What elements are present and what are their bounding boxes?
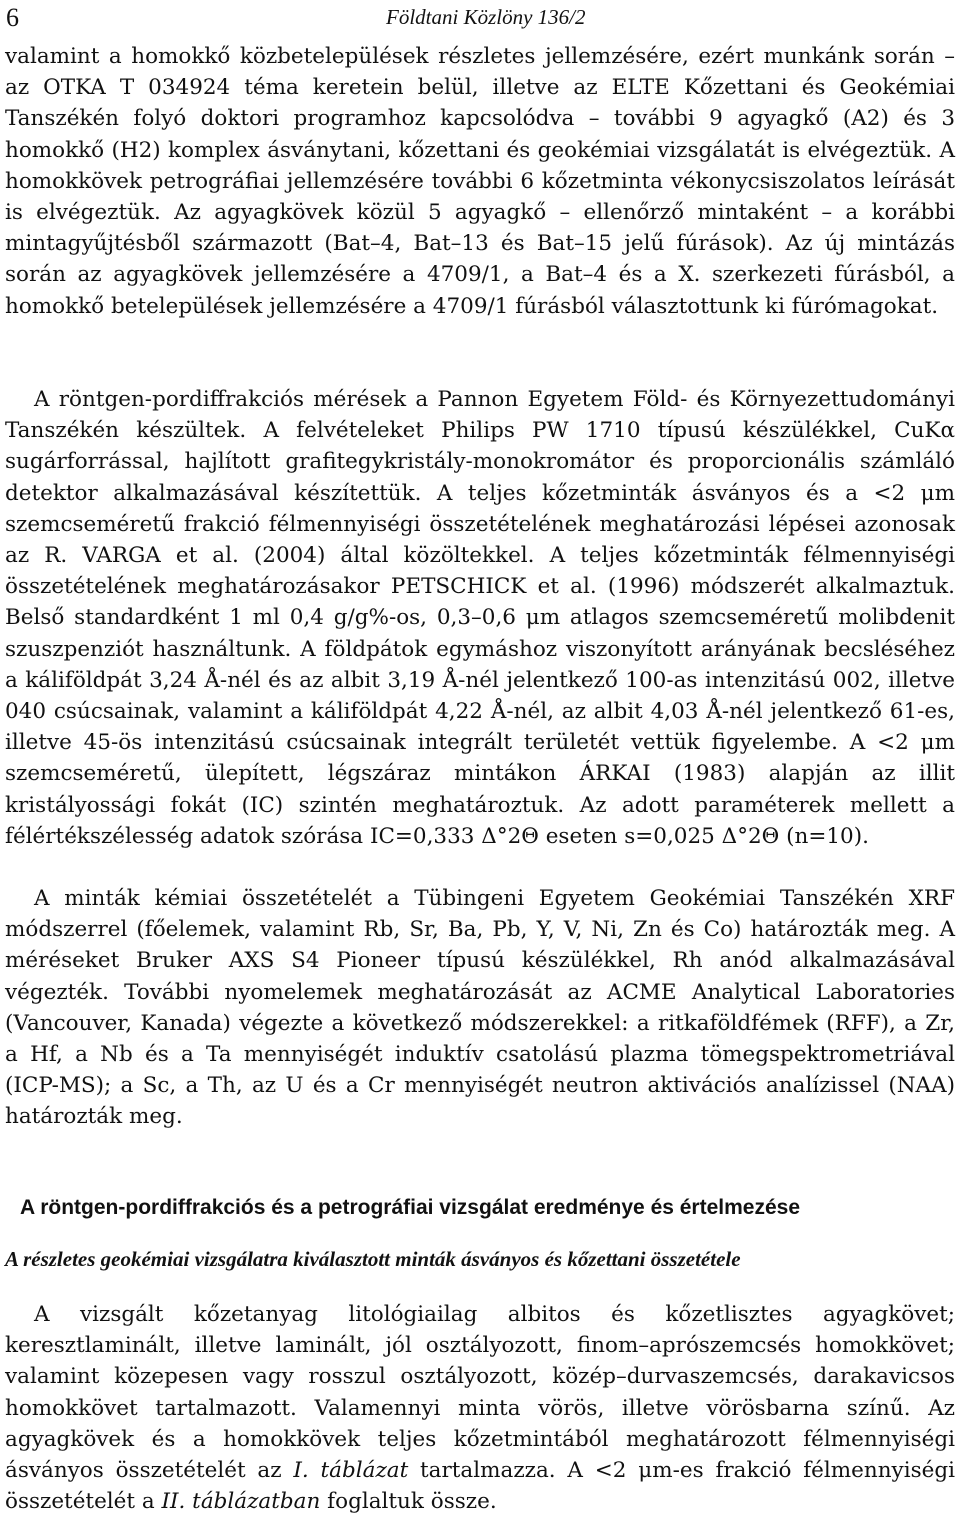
table-2-reference: II. táblázatban xyxy=(161,1489,321,1515)
page-header xyxy=(0,0,960,40)
body-paragraph-4 xyxy=(5,1299,955,1517)
journal-title: Földtani Közlöny 136/2 xyxy=(386,5,586,29)
table-1-reference: I. táblázat xyxy=(293,1458,409,1484)
section-heading: A röntgen-pordiffrakciós és a petrográfiai vizsgálat eredménye és értelmezése xyxy=(20,1196,801,1219)
page-number: 6 xyxy=(6,3,19,32)
subsection-heading: A részletes geokémiai vizsgálatra kiválasztott minták ásványos és kőzettani összetétele xyxy=(5,1247,741,1271)
body-paragraph-1: valamint a homokkő közbetelepülések részletes jellemzésére, ezért munkánk során – az OTKA T 034924 téma keretein belül, illetve az ELTE Kőzettani és Geokémiai Tanszékén folyó doktori programhoz kapcsolódva – további 9 agyagkő (A2) és 3 homokkő (H2) komplex ásványtani, kőzettani és geokémiai vizsgálatát is elvégeztük. A homokkövek petrográfiai jellemzésére további 6 kőzetminta vékonycsiszolatos leírását is elvégeztük. Az agyagkövek közül 5 agyagkő – ellenőrző mintaként – a korábbi mintagyűjtésből származott (Bat–4, Bat–13 és Bat–15 jelű fúrások). Az új mintázás során az agyagkövek jellemzésére a 4709/1, a Bat–4 és a X. szerkezeti fúrásból, a homokkő betelepülések jellemzésére a 4709/1 fúrásból választottunk ki fúrómagokat. xyxy=(5,44,955,319)
paragraph-4-text-part-3: foglaltuk össze. xyxy=(327,1489,497,1515)
body-paragraph-2: A röntgen-pordiffrakciós mérések a Pannon Egyetem Föld- és Környezettudományi Tanszékén készültek. A felvételeket Philips PW 1710 típusú készülékkel, CuKα sugárforrással, hajlított grafitegykristály-monokromátor és proporcionális számláló detektor alkalmazásával készítettük. A teljes kőzetminták ásványos és a <2 μm szemcseméretű frakció félmennyiségi összetételének meghatározási lépései azonosak az R. VARGA et al. (2004) által közöltekkel. A teljes kőzetminták félmennyiségi összetételének meghatározásakor PETSCHICK et al. (1996) módszerét alkalmaztuk. Belső standardként 1 ml 0,4 g/g%-os, 0,3–0,6 μm atlagos szemcseméretű molibdenit szuszpenziót használtunk. A földpátok egymáshoz viszonyított arányának becsléséhez a káliföldpát 3,24 Å-nél és az albit 3,19 Å-nél jelentkező 100-as intenzitású 002, illetve 040 csúcsainak, valamint a káliföldpát 4,22 Å-nél, az albit 4,03 Å-nél jelentkező 61-es, illetve 45-ös intenzitású csúcsainak integrált területét vettük figyelembe. A <2 μm szemcseméretű, ülepített, légszáraz mintákon ÁRKAI (1983) alapján az illit kristályossági fokát (IC) szintén meghatároztuk. Az adott paraméterek mellett a félértékszélesség adatok szórása IC=0,333 Δ°2Θ eseten s=0,025 Δ°2Θ (n=10). xyxy=(5,387,955,849)
paragraph-4-text-part-1: A vizsgált kőzetanyag litológiailag albitos és kőzetlisztes agyagkövet; keresztlaminált, illetve laminált, jól osztályozott, finom–aprószemcsés homokkövet; valamint közepesen vagy rosszul osztályozott, közép–durvaszemcsés, darakavicsos homokkövet tartalmazott. Valamennyi minta vörös, illetve vörösbarna színű. Az agyagkövek és a homokkövek teljes kőzetmintából meghatározott félmennyiségi ásványos összetételét az xyxy=(5,1302,955,1484)
paragraph-4-text-part-2: tartalmazza. A <2 μm-es frakció félmennyiségi összetételét a xyxy=(5,1458,955,1515)
body-paragraph-3: A minták kémiai összetételét a Tübingeni Egyetem Geokémiai Tanszékén XRF módszerrel (főelemek, valamint Rb, Sr, Ba, Pb, Y, V, Ni, Zn és Co) határozták meg. A méréseket Bruker AXS S4 Pioneer típusú készülékkel, Rh anód alkalmazásával végezték. További nyomelemek meghatározását az ACME Analytical Laboratories (Vancouver, Kanada) végezte a következő módszerekkel: a ritkaföldfémek (RFF), a Zr, a Hf, a Nb és a Ta mennyiségét induktív csatolású plazma tömegspektrometriával (ICP-MS); a Sc, a Th, az U és a Cr mennyiségét neutron aktivációs analízissel (NAA) határozták meg. xyxy=(5,886,955,1130)
